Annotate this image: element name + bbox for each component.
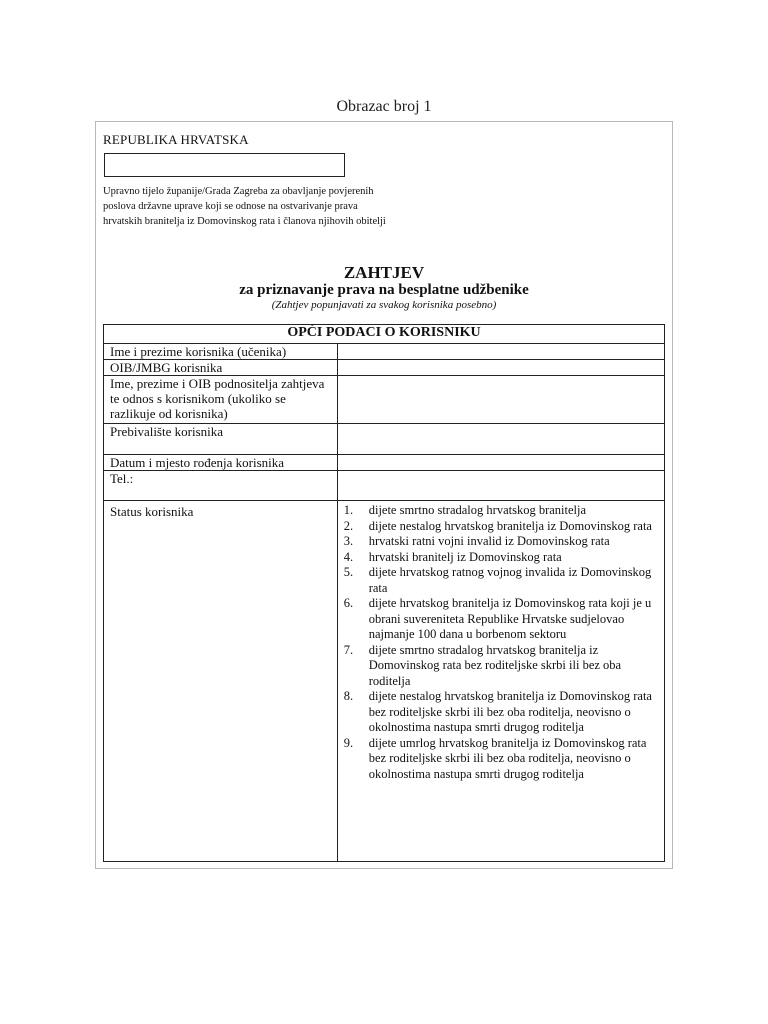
status-option[interactable] — [344, 736, 658, 783]
row-value-applicant[interactable] — [337, 376, 664, 424]
row-value-name[interactable] — [337, 344, 664, 360]
request-subtitle: za priznavanje prava na besplatne udžbenike — [239, 282, 529, 298]
status-option-text: dijete smrtno stradalog hrvatskog branitelja — [368, 503, 587, 517]
republic-heading: REPUBLIKA HRVATSKA — [103, 132, 249, 147]
row-label-name: Ime i prezime korisnika (učenika) — [104, 344, 338, 360]
row-label-residence: Prebivalište korisnika — [104, 424, 338, 455]
status-label: Status korisnika — [104, 501, 338, 862]
table-row — [104, 376, 665, 424]
status-option-number: 9. — [343, 735, 354, 750]
status-option-text: dijete hrvatskog ratnog vojnog invalida iz Domovinskog rata — [368, 565, 652, 595]
status-option[interactable] — [344, 519, 658, 535]
row-label-applicant: Ime, prezime i OIB podnositelja zahtjeva te odnos s korisnikom (ukoliko se razlikuje od korisnika) — [104, 376, 338, 424]
status-option[interactable] — [344, 550, 658, 566]
row-value-birth[interactable] — [337, 455, 664, 471]
row-value-oib[interactable] — [337, 360, 664, 376]
office-input-box[interactable] — [104, 153, 345, 177]
status-option-text: dijete hrvatskog branitelja iz Domovinskog rata koji je u obrani suvereniteta Republike Hrvatske sudjelovao najmanje 100 dana u borbenom sektoru — [368, 596, 652, 641]
row-label-birth: Datum i mjesto rođenja korisnika — [104, 455, 338, 471]
status-option[interactable] — [344, 503, 658, 519]
status-option-number: 6. — [343, 596, 354, 610]
status-option[interactable] — [344, 689, 658, 736]
status-option-number: 2. — [343, 518, 354, 533]
table-row — [104, 424, 665, 455]
table-row — [104, 344, 665, 360]
form-number: Obrazac broj 1 — [336, 98, 432, 115]
status-options-cell — [337, 501, 664, 862]
status-option-text: hrvatski branitelj iz Domovinskog rata — [368, 549, 562, 564]
status-option-number: 8. — [343, 689, 354, 703]
status-option[interactable] — [344, 643, 658, 690]
status-option-number: 3. — [343, 534, 354, 548]
status-option[interactable] — [344, 565, 658, 596]
request-title: ZAHTJEV — [343, 263, 425, 282]
row-label-phone: Tel.: — [104, 471, 338, 501]
request-note: (Zahtjev popunjavati za svakog korisnika posebno) — [271, 299, 497, 311]
status-option-number: 1. — [343, 503, 354, 517]
table-row — [104, 360, 665, 376]
table-row — [104, 455, 665, 471]
table-heading: OPĆI PODACI O KORISNIKU — [104, 325, 665, 344]
status-list — [344, 503, 658, 782]
status-option[interactable] — [344, 596, 658, 643]
status-option-text: dijete umrlog hrvatskog branitelja iz Domovinskog rata bez roditeljske skrbi ili bez oba roditelja, neovisno o okolnostima nastupa smrti drugog roditelja — [368, 735, 647, 781]
status-option-text: hrvatski ratni vojni invalid iz Domovinskog rata — [368, 534, 610, 548]
user-data-table — [103, 324, 665, 862]
table-row — [104, 471, 665, 501]
status-option-text: dijete smrtno stradalog hrvatskog branitelja iz Domovinskog rata bez roditeljske skrbi ili bez oba roditelja — [368, 642, 622, 688]
status-option[interactable] — [344, 534, 658, 550]
status-option-number: 4. — [343, 549, 354, 564]
status-option-number: 7. — [343, 642, 354, 657]
row-label-oib: OIB/JMBG korisnika — [104, 360, 338, 376]
row-value-residence[interactable] — [337, 424, 664, 455]
authority-text: Upravno tijelo županije/Grada Zagreba za obavljanje povjerenih poslova državne uprave koji se odnose na ostvarivanje prava hrvatskih branitelja iz Domovinskog rata i članova njihovih obitelji — [103, 186, 386, 227]
status-option-number: 5. — [343, 565, 354, 579]
table-row — [104, 501, 665, 862]
status-option-text: dijete nestalog hrvatskog branitelja iz Domovinskog rata bez roditeljske skrbi ili bez oba roditelja, neovisno o okolnostima nastupa smrti drugog roditelja — [368, 689, 652, 734]
status-option-text: dijete nestalog hrvatskog branitelja iz Domovinskog rata — [368, 518, 652, 533]
row-value-phone[interactable] — [337, 471, 664, 501]
